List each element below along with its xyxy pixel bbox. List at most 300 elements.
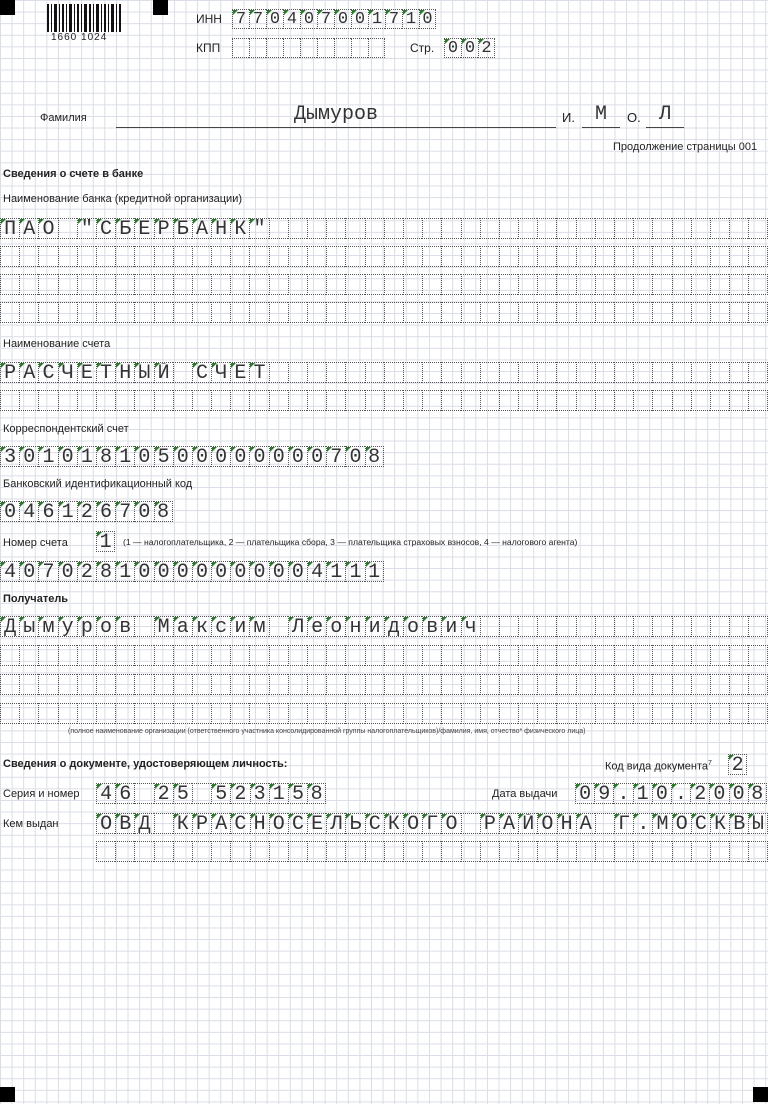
char-cell bbox=[384, 390, 403, 411]
char-cell: 2 bbox=[77, 561, 96, 582]
char-cell: Д bbox=[0, 616, 19, 637]
char-cell: 5 bbox=[154, 446, 173, 467]
char-cell bbox=[403, 218, 422, 239]
char-cell: в bbox=[115, 616, 134, 637]
char-cell: М bbox=[154, 616, 173, 637]
char-cell bbox=[614, 390, 633, 411]
char-cell bbox=[729, 274, 748, 295]
series-cells bbox=[96, 783, 326, 804]
char-cell bbox=[326, 274, 345, 295]
char-cell bbox=[288, 674, 307, 695]
char-cell bbox=[134, 390, 153, 411]
char-cell: 6 bbox=[115, 783, 134, 804]
char-cell: Н bbox=[557, 813, 576, 834]
char-cell bbox=[729, 616, 748, 637]
char-cell bbox=[556, 246, 575, 267]
char-cell bbox=[134, 246, 153, 267]
char-cell bbox=[345, 390, 364, 411]
char-cell bbox=[365, 390, 384, 411]
char-cell: Ь bbox=[345, 813, 364, 834]
char-cell: С bbox=[38, 362, 57, 383]
char-cell bbox=[365, 841, 384, 862]
char-cell: 5 bbox=[288, 783, 307, 804]
char-cell: С bbox=[691, 813, 710, 834]
char-cell: . bbox=[613, 783, 632, 804]
corner-marker-bottom-right bbox=[753, 1087, 768, 1102]
char-cell: " bbox=[77, 218, 96, 239]
char-cell bbox=[58, 274, 77, 295]
page-cells bbox=[444, 38, 495, 58]
char-cell: 0 bbox=[58, 446, 77, 467]
char-cell bbox=[441, 274, 460, 295]
char-cell: С bbox=[96, 218, 115, 239]
char-cell bbox=[266, 38, 283, 58]
char-cell bbox=[441, 841, 460, 862]
char-cell bbox=[441, 362, 460, 383]
char-cell bbox=[652, 674, 671, 695]
char-cell: П bbox=[0, 218, 19, 239]
char-cell bbox=[518, 362, 537, 383]
char-cell bbox=[249, 645, 268, 666]
char-cell: 5 bbox=[211, 783, 230, 804]
char-cell bbox=[38, 674, 57, 695]
char-cell: 6 bbox=[38, 501, 57, 522]
char-cell bbox=[307, 841, 326, 862]
char-cell bbox=[576, 616, 595, 637]
char-cell: д bbox=[384, 616, 403, 637]
char-cell bbox=[595, 246, 614, 267]
char-cell bbox=[499, 645, 518, 666]
char-cell bbox=[365, 218, 384, 239]
surname-value: Дымуров bbox=[116, 103, 556, 128]
char-cell bbox=[269, 362, 288, 383]
char-cell: . bbox=[671, 783, 690, 804]
char-cell bbox=[461, 674, 480, 695]
char-cell bbox=[729, 362, 748, 383]
char-cell bbox=[288, 218, 307, 239]
char-cell bbox=[0, 390, 19, 411]
char-cell bbox=[211, 841, 230, 862]
char-cell bbox=[0, 302, 19, 323]
recipient-title: Получатель bbox=[3, 593, 69, 605]
char-cell bbox=[576, 390, 595, 411]
char-cell: у bbox=[58, 616, 77, 637]
char-cell bbox=[614, 302, 633, 323]
char-cell bbox=[283, 38, 300, 58]
char-cell: ч bbox=[461, 616, 480, 637]
char-cell bbox=[672, 703, 691, 724]
char-cell bbox=[58, 246, 77, 267]
char-cell: 0 bbox=[154, 561, 173, 582]
char-cell: А bbox=[19, 218, 38, 239]
char-cell bbox=[576, 218, 595, 239]
char-cell: 0 bbox=[249, 446, 268, 467]
issued-by-label: Кем выдан bbox=[3, 818, 59, 830]
char-cell bbox=[384, 841, 403, 862]
char-cell bbox=[58, 703, 77, 724]
char-cell bbox=[230, 674, 249, 695]
char-cell: Л bbox=[288, 616, 307, 637]
char-cell bbox=[499, 674, 518, 695]
char-cell: 1 bbox=[77, 446, 96, 467]
char-cell bbox=[211, 246, 230, 267]
char-cell bbox=[19, 246, 38, 267]
char-cell bbox=[19, 390, 38, 411]
char-cell bbox=[384, 218, 403, 239]
char-cell bbox=[518, 246, 537, 267]
char-cell bbox=[0, 703, 19, 724]
char-cell: О bbox=[672, 813, 691, 834]
char-cell bbox=[345, 841, 364, 862]
char-cell bbox=[334, 38, 351, 58]
char-cell bbox=[300, 38, 317, 58]
char-cell bbox=[269, 302, 288, 323]
char-cell: 0 bbox=[288, 561, 307, 582]
char-cell bbox=[614, 274, 633, 295]
char-cell bbox=[518, 302, 537, 323]
char-cell bbox=[230, 645, 249, 666]
char-cell: Н bbox=[250, 813, 269, 834]
char-cell bbox=[96, 674, 115, 695]
char-cell bbox=[96, 841, 115, 862]
char-cell bbox=[480, 674, 499, 695]
char-cell bbox=[307, 390, 326, 411]
char-cell bbox=[345, 362, 364, 383]
char-cell bbox=[652, 246, 671, 267]
char-cell bbox=[441, 674, 460, 695]
char-cell bbox=[595, 218, 614, 239]
char-cell bbox=[249, 38, 266, 58]
char-cell bbox=[499, 841, 518, 862]
char-cell: Р bbox=[154, 218, 173, 239]
char-cell bbox=[652, 645, 671, 666]
char-cell: 0 bbox=[211, 446, 230, 467]
char-cell: 2 bbox=[478, 38, 495, 58]
char-cell bbox=[249, 274, 268, 295]
char-cell bbox=[710, 390, 729, 411]
char-cell: Й bbox=[154, 362, 173, 383]
char-cell bbox=[461, 390, 480, 411]
char-cell bbox=[115, 703, 134, 724]
char-cell bbox=[422, 274, 441, 295]
char-cell bbox=[652, 616, 671, 637]
char-cell bbox=[518, 274, 537, 295]
char-cell: и bbox=[230, 616, 249, 637]
char-cell bbox=[518, 616, 537, 637]
char-cell: 0 bbox=[173, 561, 192, 582]
char-cell: К bbox=[710, 813, 729, 834]
char-cell: Р bbox=[0, 362, 19, 383]
char-cell bbox=[38, 703, 57, 724]
char-cell bbox=[192, 674, 211, 695]
char-cell bbox=[633, 362, 652, 383]
char-cell: 1 bbox=[402, 9, 419, 29]
char-cell: 6 bbox=[96, 501, 115, 522]
char-cell bbox=[595, 390, 614, 411]
account-number-label: Номер счета bbox=[3, 537, 68, 549]
recipient-line-2 bbox=[0, 645, 768, 666]
char-cell: м bbox=[249, 616, 268, 637]
corner-marker-bottom-left bbox=[0, 1087, 15, 1102]
char-cell bbox=[556, 674, 575, 695]
char-cell bbox=[249, 674, 268, 695]
char-cell bbox=[672, 645, 691, 666]
char-cell bbox=[192, 841, 211, 862]
char-cell bbox=[326, 218, 345, 239]
corr-account-cells bbox=[0, 446, 384, 467]
account-type-hint: (1 — налогоплательщика, 2 — плательщика сбора, 3 — плательщика страховых взносов, 4 — налогового агента) bbox=[123, 537, 578, 547]
issue-date-cells bbox=[575, 783, 767, 804]
char-cell bbox=[499, 616, 518, 637]
char-cell bbox=[422, 674, 441, 695]
char-cell bbox=[345, 218, 364, 239]
char-cell bbox=[173, 841, 192, 862]
char-cell bbox=[115, 841, 134, 862]
char-cell bbox=[499, 302, 518, 323]
char-cell: Г bbox=[422, 813, 441, 834]
char-cell bbox=[422, 362, 441, 383]
char-cell bbox=[173, 246, 192, 267]
char-cell bbox=[710, 703, 729, 724]
char-cell: 0 bbox=[652, 783, 671, 804]
doc-type-label-text: Код вида документа bbox=[605, 760, 708, 773]
char-cell: 0 bbox=[461, 38, 478, 58]
char-cell bbox=[307, 274, 326, 295]
char-cell bbox=[0, 645, 19, 666]
char-cell bbox=[748, 362, 767, 383]
char-cell: Г bbox=[614, 813, 633, 834]
char-cell: Ы bbox=[748, 813, 767, 834]
char-cell bbox=[461, 302, 480, 323]
char-cell bbox=[288, 841, 307, 862]
char-cell: н bbox=[345, 616, 364, 637]
char-cell bbox=[345, 645, 364, 666]
char-cell bbox=[115, 274, 134, 295]
char-cell: К bbox=[230, 218, 249, 239]
char-cell: 0 bbox=[300, 9, 317, 29]
char-cell bbox=[192, 246, 211, 267]
issue-date-label: Дата выдачи bbox=[492, 788, 558, 800]
char-cell bbox=[154, 390, 173, 411]
char-cell bbox=[19, 674, 38, 695]
char-cell bbox=[365, 274, 384, 295]
char-cell bbox=[0, 246, 19, 267]
recipient-hint: (полное наименование организации (ответственного участника консолидированной группы налогоплательщиков)/фамилия, имя, отчество* физического лица) bbox=[68, 728, 586, 735]
char-cell: 8 bbox=[307, 783, 326, 804]
char-cell bbox=[19, 703, 38, 724]
char-cell: 2 bbox=[77, 501, 96, 522]
char-cell bbox=[537, 841, 556, 862]
char-cell bbox=[595, 274, 614, 295]
char-cell bbox=[326, 645, 345, 666]
char-cell bbox=[384, 246, 403, 267]
char-cell bbox=[729, 645, 748, 666]
char-cell: и bbox=[365, 616, 384, 637]
char-cell: А bbox=[192, 218, 211, 239]
char-cell bbox=[422, 246, 441, 267]
page-label: Стр. bbox=[410, 41, 435, 55]
bank-name-label: Наименование банка (кредитной организации) bbox=[3, 193, 242, 205]
char-cell: 0 bbox=[307, 446, 326, 467]
char-cell bbox=[461, 645, 480, 666]
char-cell: и bbox=[441, 616, 460, 637]
char-cell bbox=[134, 783, 153, 804]
char-cell bbox=[211, 674, 230, 695]
char-cell bbox=[480, 362, 499, 383]
char-cell: 0 bbox=[134, 561, 153, 582]
char-cell: р bbox=[77, 616, 96, 637]
char-cell: 1 bbox=[633, 783, 652, 804]
char-cell bbox=[691, 616, 710, 637]
char-cell bbox=[652, 274, 671, 295]
char-cell bbox=[288, 362, 307, 383]
barcode bbox=[45, 2, 125, 42]
char-cell: 0 bbox=[351, 9, 368, 29]
char-cell: 0 bbox=[134, 446, 153, 467]
char-cell bbox=[307, 302, 326, 323]
account-name-label: Наименование счета bbox=[3, 338, 111, 350]
char-cell: 0 bbox=[192, 561, 211, 582]
inn-label: ИНН bbox=[196, 12, 222, 26]
char-cell bbox=[422, 841, 441, 862]
char-cell bbox=[633, 390, 652, 411]
char-cell bbox=[729, 218, 748, 239]
char-cell: 1 bbox=[365, 561, 384, 582]
char-cell bbox=[691, 246, 710, 267]
char-cell bbox=[691, 218, 710, 239]
bank-section-title: Сведения о счете в банке bbox=[3, 168, 144, 180]
char-cell bbox=[365, 674, 384, 695]
char-cell bbox=[422, 645, 441, 666]
barcode-number: 1660 1024 bbox=[51, 32, 108, 43]
char-cell bbox=[480, 246, 499, 267]
char-cell: 0 bbox=[269, 446, 288, 467]
char-cell: 0 bbox=[230, 446, 249, 467]
char-cell: А bbox=[19, 362, 38, 383]
char-cell bbox=[748, 674, 767, 695]
char-cell bbox=[384, 274, 403, 295]
char-cell bbox=[672, 841, 691, 862]
char-cell: 1 bbox=[115, 561, 134, 582]
char-cell bbox=[557, 841, 576, 862]
char-cell bbox=[441, 302, 460, 323]
char-cell bbox=[633, 302, 652, 323]
char-cell bbox=[365, 246, 384, 267]
char-cell bbox=[691, 841, 710, 862]
char-cell bbox=[230, 841, 249, 862]
char-cell bbox=[307, 218, 326, 239]
char-cell bbox=[269, 645, 288, 666]
char-cell bbox=[0, 674, 19, 695]
char-cell bbox=[249, 703, 268, 724]
char-cell bbox=[633, 703, 652, 724]
char-cell bbox=[365, 645, 384, 666]
char-cell: 0 bbox=[345, 446, 364, 467]
char-cell bbox=[537, 246, 556, 267]
char-cell bbox=[633, 674, 652, 695]
char-cell bbox=[633, 616, 652, 637]
char-cell bbox=[537, 616, 556, 637]
char-cell: Ч bbox=[58, 362, 77, 383]
char-cell bbox=[403, 703, 422, 724]
char-cell bbox=[748, 218, 767, 239]
char-cell bbox=[384, 645, 403, 666]
char-cell: 0 bbox=[211, 561, 230, 582]
char-cell bbox=[77, 390, 96, 411]
char-cell bbox=[499, 246, 518, 267]
char-cell: 0 bbox=[419, 9, 436, 29]
char-cell: С bbox=[230, 813, 249, 834]
char-cell bbox=[461, 274, 480, 295]
char-cell: 0 bbox=[192, 446, 211, 467]
char-cell bbox=[576, 274, 595, 295]
char-cell bbox=[480, 703, 499, 724]
char-cell: 0 bbox=[269, 561, 288, 582]
char-cell: 0 bbox=[288, 446, 307, 467]
char-cell: Д bbox=[134, 813, 153, 834]
char-cell: Е bbox=[77, 362, 96, 383]
char-cell bbox=[211, 390, 230, 411]
char-cell bbox=[672, 362, 691, 383]
char-cell bbox=[269, 218, 288, 239]
char-cell bbox=[326, 674, 345, 695]
char-cell bbox=[556, 218, 575, 239]
bank-name-line-4 bbox=[0, 302, 768, 323]
corner-marker-top-left bbox=[0, 0, 15, 15]
char-cell bbox=[518, 645, 537, 666]
char-cell bbox=[249, 302, 268, 323]
char-cell bbox=[326, 302, 345, 323]
char-cell: В bbox=[729, 813, 748, 834]
account-number-cells bbox=[0, 561, 384, 582]
char-cell bbox=[211, 274, 230, 295]
char-cell: 0 bbox=[444, 38, 461, 58]
char-cell: А bbox=[576, 813, 595, 834]
char-cell: Н bbox=[211, 218, 230, 239]
char-cell: е bbox=[307, 616, 326, 637]
char-cell: 0 bbox=[249, 561, 268, 582]
char-cell bbox=[633, 274, 652, 295]
char-cell: с bbox=[211, 616, 230, 637]
char-cell bbox=[461, 246, 480, 267]
recipient-line-1 bbox=[0, 616, 768, 637]
char-cell bbox=[288, 274, 307, 295]
char-cell bbox=[134, 616, 153, 637]
char-cell bbox=[710, 645, 729, 666]
char-cell: 7 bbox=[38, 561, 57, 582]
char-cell bbox=[403, 362, 422, 383]
char-cell bbox=[422, 218, 441, 239]
char-cell bbox=[269, 674, 288, 695]
char-cell bbox=[461, 703, 480, 724]
char-cell bbox=[173, 390, 192, 411]
char-cell bbox=[173, 674, 192, 695]
char-cell bbox=[748, 645, 767, 666]
char-cell bbox=[672, 616, 691, 637]
char-cell bbox=[576, 246, 595, 267]
char-cell: 8 bbox=[748, 783, 767, 804]
char-cell: 1 bbox=[38, 446, 57, 467]
char-cell: 2 bbox=[690, 783, 709, 804]
char-cell bbox=[307, 362, 326, 383]
char-cell bbox=[441, 703, 460, 724]
char-cell bbox=[729, 841, 748, 862]
char-cell bbox=[192, 783, 211, 804]
char-cell bbox=[154, 703, 173, 724]
char-cell bbox=[269, 246, 288, 267]
char-cell: 1 bbox=[368, 9, 385, 29]
char-cell bbox=[576, 645, 595, 666]
